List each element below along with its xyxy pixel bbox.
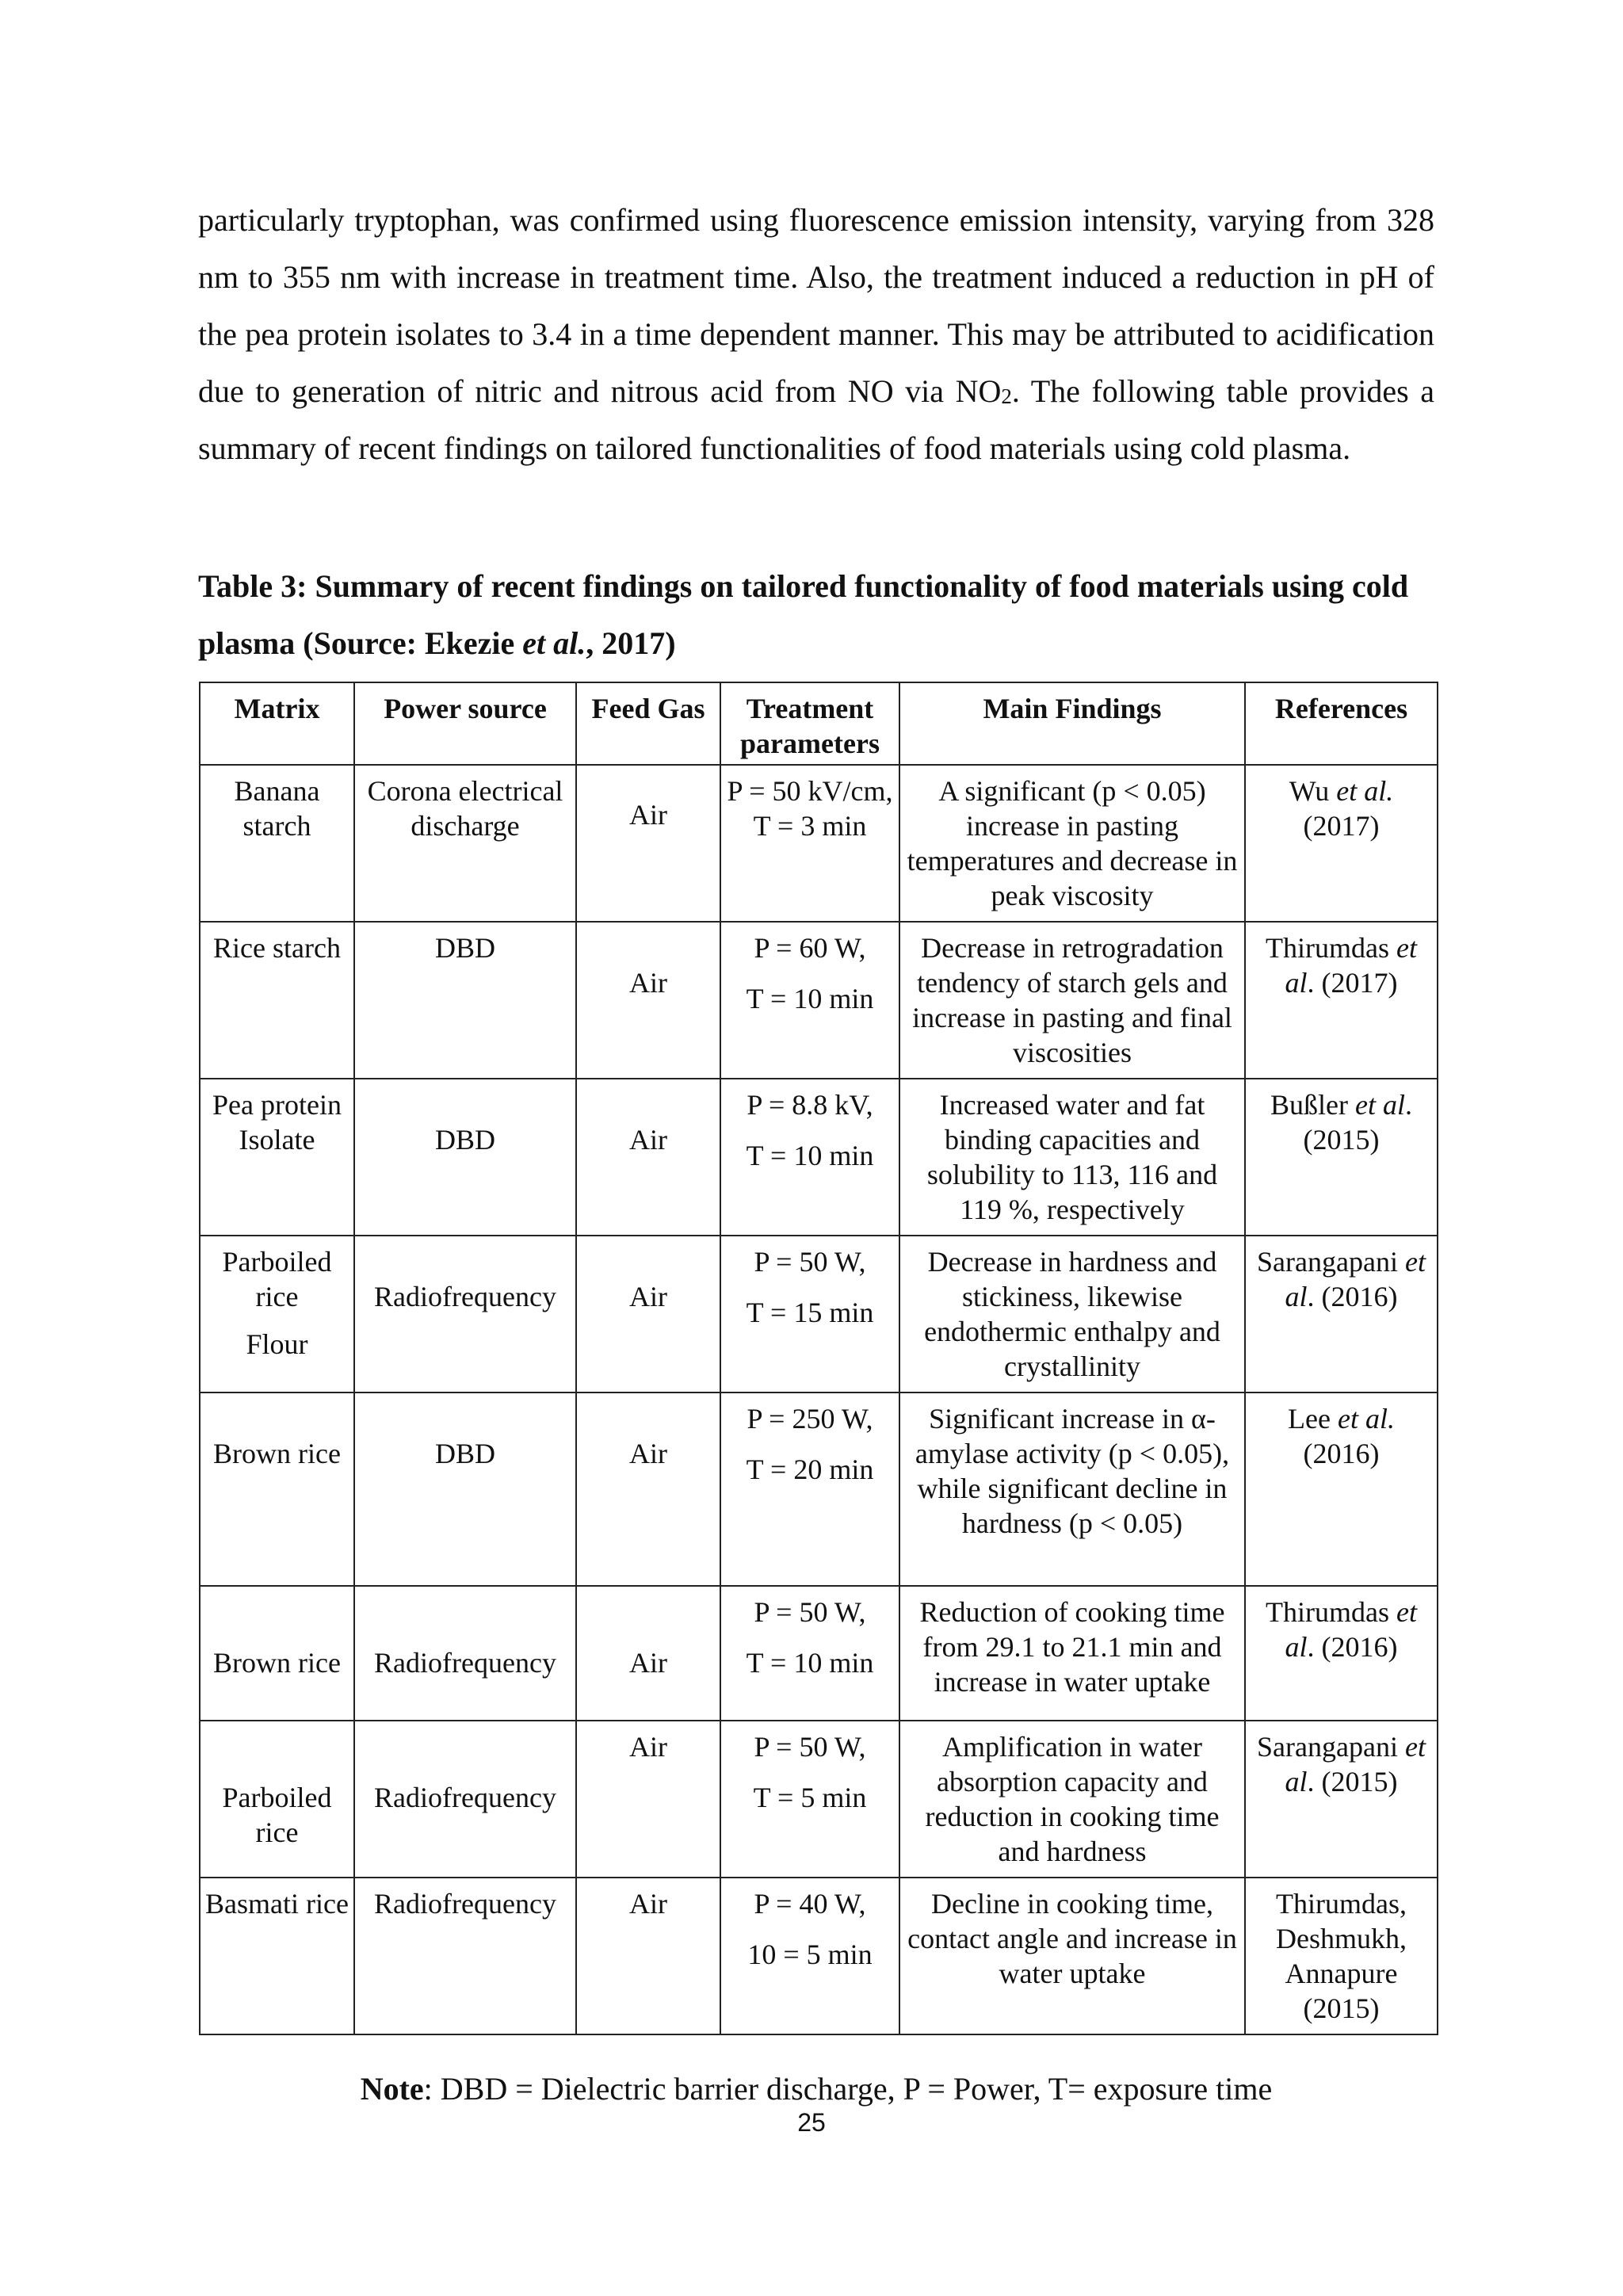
feed-gas-value: Air [629,967,667,999]
power-source-value: Radiofrequency [374,1281,556,1312]
cell-matrix [200,1586,354,1721]
cell-matrix: Rice starch [200,922,354,1079]
power-source-value: DBD [434,1438,495,1469]
body-paragraph [198,192,1434,477]
cell-power-source [354,1721,576,1878]
reference-year: . (2016) [1307,1281,1398,1312]
cell-feed-gas [576,922,720,1079]
reference-author: Thirumdas [1266,1596,1396,1628]
reference-et-al: et al [1285,1731,1426,1797]
cell-power-source: Corona electrical discharge [354,765,576,922]
cell-power-source [354,1392,576,1586]
time-value: T = 10 min [746,1647,874,1679]
power-value: P = 50 W, [754,1596,866,1628]
cell-reference: Thirumdas, Deshmukh, Annapure (2015) [1245,1878,1438,2034]
cell-treatment-parameters [720,922,899,1079]
time-value: T = 15 min [746,1297,874,1328]
reference-author: Sarangapani [1257,1731,1405,1763]
feed-gas-value: Air [629,1438,667,1469]
cell-power-source: Radiofrequency [354,1878,576,2034]
cell-main-findings: A significant (p < 0.05) increase in pasting temperatures and decrease in peak viscosity [899,765,1245,922]
cell-feed-gas [576,1236,720,1392]
header-power-source: Power source [354,682,576,765]
spacer [726,1436,894,1452]
power-value: P = 50 W, [754,1731,866,1763]
cell-matrix [200,1236,354,1392]
cell-main-findings: Reduction of cooking time from 29.1 to 21.1 min and increase in water uptake [899,1586,1245,1721]
reference-year: (2017) [1303,810,1380,842]
note-text: : DBD = Dielectric barrier discharge, P = Power, T= exposure time [423,2071,1273,2107]
cell-feed-gas: Air [576,1878,720,2034]
matrix-name: Parboiled rice [222,1246,332,1312]
cell-treatment-parameters [720,1079,899,1236]
cell-treatment-parameters [720,1721,899,1878]
matrix-name: Brown rice [213,1647,341,1679]
cell-reference [1245,1586,1438,1721]
reference-author: Lee [1288,1403,1338,1435]
cell-matrix: Banana starch [200,765,354,922]
table-row [200,1878,1438,2034]
power-value: P = 60 W, [754,932,866,964]
no2-subscript: 2 [1001,384,1012,408]
cell-matrix [200,1392,354,1586]
cell-treatment-parameters [720,1392,899,1586]
time-value: 10 = 5 min [747,1939,873,1970]
reference-author: Wu [1289,775,1337,807]
reference-et-al: et al [1285,1246,1426,1312]
reference-year: . (2015) [1303,1089,1412,1156]
table-row [200,1392,1438,1586]
table-row [200,1079,1438,1236]
cell-treatment-parameters [720,1586,899,1721]
spacer [726,1921,894,1937]
caption-year: , 2017) [586,625,676,661]
spacer [205,1314,349,1327]
cell-matrix: Basmati rice [200,1878,354,2034]
header-main-findings: Main Findings [899,682,1245,765]
matrix-name: Parboiled rice [222,1782,332,1848]
table-row [200,922,1438,1079]
spacer [726,965,894,981]
cell-power-source [354,1079,576,1236]
reference-author: Sarangapani [1257,1246,1405,1278]
matrix-form: Flour [246,1328,308,1360]
time-value: T = 10 min [746,983,874,1014]
spacer [726,1122,894,1138]
cell-feed-gas [576,765,720,922]
matrix-name: Brown rice [213,1438,341,1469]
power-source-value: DBD [434,1124,495,1156]
cell-main-findings: Decrease in hardness and stickiness, likewise endothermic enthalpy and crystallinity [899,1236,1245,1392]
spacer [726,1279,894,1295]
table-row [200,765,1438,922]
cell-main-findings: Amplification in water absorption capacity and reduction in cooking time and hardness [899,1721,1245,1878]
cell-feed-gas: Air [576,1721,720,1878]
power-source-value: Radiofrequency [374,1647,556,1679]
table-note [198,2070,1434,2107]
cell-main-findings: Decline in cooking time, contact angle and increase in water uptake [899,1878,1245,2034]
header-feed-gas: Feed Gas [576,682,720,765]
paragraph-text: particularly tryptophan, was confirmed using fluorescence emission intensity, varying from 328 nm to 355 nm with increase in treatment time. Also, the treatment induced a reduction in pH of the pea protein isolates to 3.4 in a time dependent manner. This may be attributed to acidification due to generation of nitric and nitrous acid from NO via NO [198,202,1434,409]
header-treatment-parameters: Treatment parameters [720,682,899,765]
time-value: T = 20 min [746,1454,874,1485]
table-row [200,1236,1438,1392]
reference-year: . (2017) [1307,967,1398,999]
power-value: P = 50 W, [754,1246,866,1278]
cell-main-findings: Decrease in retrogradation tendency of starch gels and increase in pasting and final viscosities [899,922,1245,1079]
caption-et-al: et al. [522,625,586,661]
caption-text: Table 3: Summary of recent findings on tailored functionality of food materials using cold plasma (Source: Ekezie [198,568,1409,661]
time-value: T = 10 min [746,1140,874,1171]
cell-matrix: Pea protein Isolate [200,1079,354,1236]
power-source-value: Radiofrequency [374,1782,556,1813]
cell-treatment-parameters [720,1236,899,1392]
reference-et-al: et al [1355,1089,1405,1121]
cell-reference [1245,1721,1438,1878]
power-value: P = 250 W, [747,1403,873,1435]
header-references: References [1245,682,1438,765]
cell-feed-gas [576,1392,720,1586]
cell-feed-gas [576,1079,720,1236]
cell-treatment-parameters [720,1878,899,2034]
cell-power-source: DBD [354,922,576,1079]
reference-author: Thirumdas [1266,932,1396,964]
reference-et-al: et al. [1337,1403,1395,1435]
cell-treatment-parameters: P = 50 kV/cm, T = 3 min [720,765,899,922]
cell-reference [1245,922,1438,1079]
cell-reference [1245,1392,1438,1586]
page-number: 25 [797,2108,826,2137]
cell-main-findings: Significant increase in α-amylase activity (p < 0.05), while significant decline in hardness (p < 0.05) [899,1392,1245,1586]
feed-gas-value: Air [629,1647,667,1679]
spacer [726,1764,894,1780]
power-value: P = 40 W, [754,1888,866,1920]
feed-gas-value: Air [629,1124,667,1156]
reference-year: (2016) [1303,1438,1380,1469]
table-row [200,1721,1438,1878]
note-label: Note [360,2071,424,2107]
cell-matrix [200,1721,354,1878]
reference-year: . (2015) [1307,1766,1398,1797]
reference-author: Bußler [1270,1089,1355,1121]
reference-et-al: et al [1285,932,1417,999]
reference-et-al: et al [1285,1596,1417,1663]
table-row [200,1586,1438,1721]
table-caption [198,558,1434,672]
table-header-row [200,682,1438,765]
cell-feed-gas [576,1586,720,1721]
reference-year: . (2016) [1307,1631,1398,1663]
reference-et-al: et al. [1336,775,1394,807]
cell-reference [1245,1079,1438,1236]
paragraph-text-continued: . The following table provides a summary of recent findings on tailored functionalities of food materials using cold plasma. [198,373,1434,466]
feed-gas-value: Air [629,1281,667,1312]
cell-main-findings: Increased water and fat binding capacities and solubility to 113, 116 and 119 %, respectively [899,1079,1245,1236]
feed-gas-value: Air [629,799,667,831]
spacer [726,1629,894,1645]
findings-table [199,682,1438,2035]
cell-reference [1245,765,1438,922]
cell-power-source [354,1586,576,1721]
time-value: T = 5 min [753,1782,867,1813]
cell-reference [1245,1236,1438,1392]
cell-power-source [354,1236,576,1392]
power-value: P = 8.8 kV, [747,1089,873,1121]
header-matrix: Matrix [200,682,354,765]
